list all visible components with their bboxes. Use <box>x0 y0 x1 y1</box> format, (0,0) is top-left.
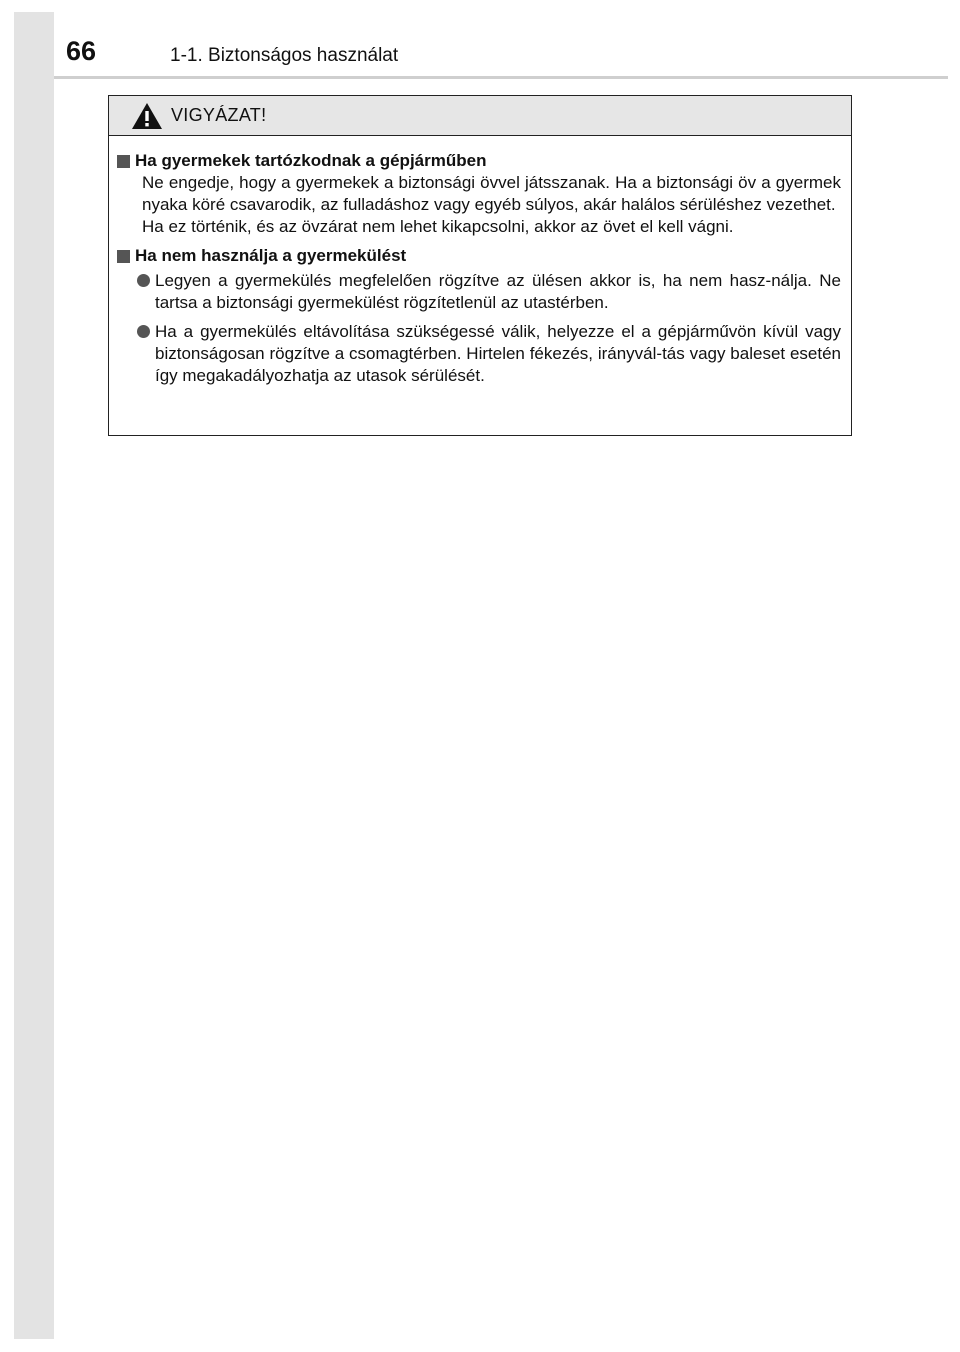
paragraph: Ha ez történik, és az övzárat nem lehet kikapcsolni, akkor az övet el kell vágni. <box>142 217 734 236</box>
list-item-text: Legyen a gyermekülés megfelelően rögzítve az ülésen akkor is, ha nem hasz-nálja. Ne tartsa a biztonsági gyermekülést rögzítetlenül az utastérben. <box>155 271 841 312</box>
item-heading-text: Ha gyermekek tartózkodnak a gépjárműben <box>135 151 487 170</box>
warning-item-children-in-vehicle <box>117 150 841 238</box>
list-item <box>137 321 841 387</box>
list-item-text: Ha a gyermekülés eltávolítása szükségessé válik, helyezze el a gépjárművön kívül vagy biztonságosan rögzítve a csomagtérben. Hirtelen fékezés, irányvál-tás vagy baleset esetén így megakadályozhatja az utasok sérülését. <box>155 322 841 385</box>
warning-box <box>108 95 852 436</box>
header-rule <box>54 76 948 79</box>
side-band <box>14 12 54 1339</box>
circle-bullet-icon <box>137 325 150 338</box>
warning-header <box>109 96 851 136</box>
warning-title: VIGYÁZAT! <box>171 105 267 125</box>
circle-bullet-icon <box>137 274 150 287</box>
square-bullet-icon <box>117 155 130 168</box>
page-number: 66 <box>66 36 97 66</box>
warning-body <box>109 136 851 387</box>
item-heading <box>117 150 841 172</box>
list-item <box>137 270 841 314</box>
warning-triangle-icon <box>131 102 163 130</box>
item-heading <box>117 245 841 267</box>
warning-item-child-seat-unused <box>117 245 841 387</box>
square-bullet-icon <box>117 250 130 263</box>
section-title: 1-1. Biztonságos használat <box>170 45 399 66</box>
item-paragraphs <box>142 172 841 238</box>
paragraph: Ne engedje, hogy a gyermekek a biztonsági övvel játsszanak. Ha a biztonsági öv a gyermek nyaka köré csavarodik, az fulladáshoz vagy egyéb súlyos, akár halálos sérüléshez vezethet. <box>142 173 841 214</box>
item-heading-text: Ha nem használja a gyermekülést <box>135 246 407 265</box>
